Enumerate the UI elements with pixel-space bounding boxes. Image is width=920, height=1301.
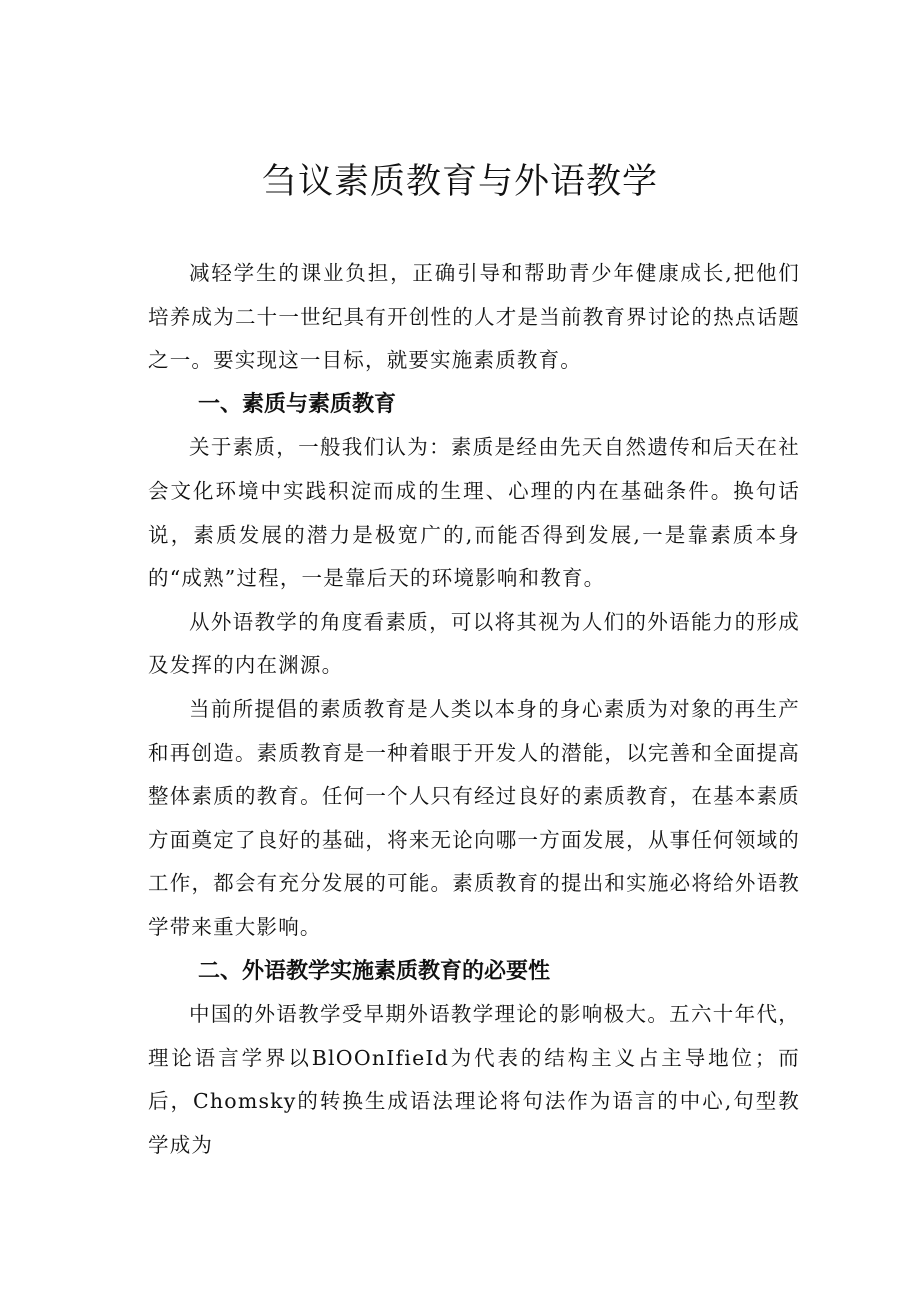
paragraph-history: 中国的外语教学受早期外语教学理论的影响极大。五六十年代，理论语言学界以BlOOnIfieId为代表的结构主义占主导地位；而后，Chomsky的转换生成语法理论将句法作为语言的中心,句型教学成为: [148, 1002, 800, 1157]
paragraph-foreign-language-view: 从外语教学的角度看素质，可以将其视为人们的外语能力的形成及发挥的内在渊源。: [148, 609, 800, 678]
section-heading-2: 二、外语教学实施素质教育的必要性: [198, 958, 551, 984]
paragraph-intro: 减轻学生的课业负担，正确引导和帮助青少年健康成长,把他们培养成为二十一世纪具有开创性的人才是当前教育界讨论的热点话题之一。要实现这一目标，就要实施素质教育。: [148, 261, 800, 373]
document-title: 刍议素质教育与外语教学: [261, 162, 658, 202]
paragraph-quality-definition: 关于素质，一般我们认为：素质是经由先天自然遗传和后天在社会文化环境中实践积淀而成的生理、心理的内在基础条件。换句话说，素质发展的潜力是极宽广的,而能否得到发展,一是靠素质本身的“成熟”过程，一是靠后天的环境影响和教育。: [148, 435, 800, 591]
paragraph-quality-education: 当前所提倡的素质教育是人类以本身的身心素质为对象的再生产和再创造。素质教育是一种着眼于开发人的潜能，以完善和全面提高整体素质的教育。任何一个人只有经过良好的素质教育，在基本素质方面奠定了良好的基础，将来无论向哪一方面发展，从事任何领域的工作，都会有充分发展的可能。素质教育的提出和实施必将给外语教学带来重大影响。: [148, 696, 800, 939]
section-heading-1: 一、素质与素质教育: [198, 391, 397, 417]
document-body: [148, 252, 800, 1167]
